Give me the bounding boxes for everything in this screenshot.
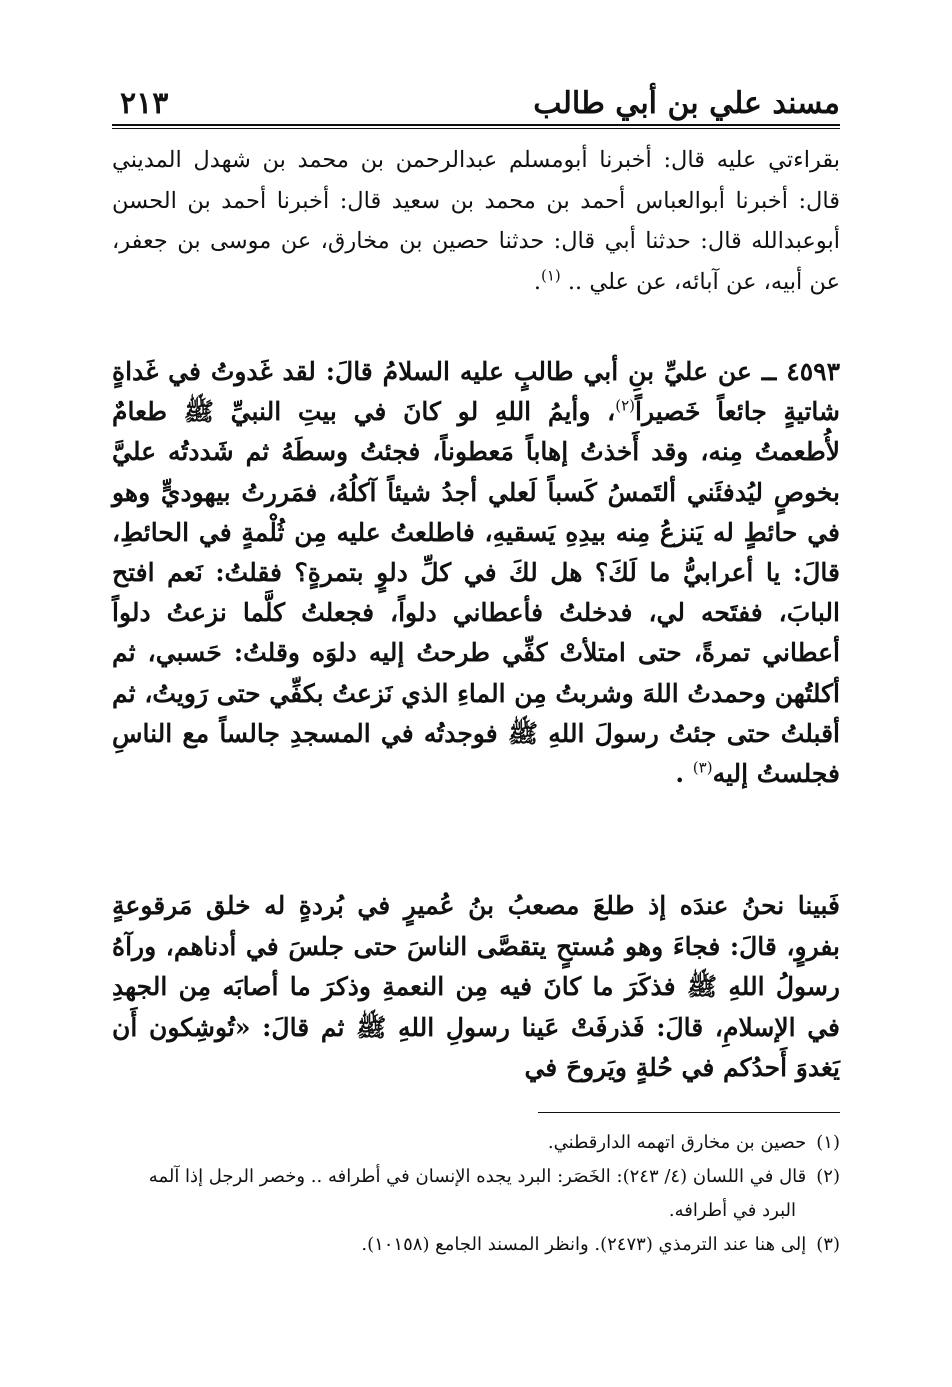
footnote-ref-3: (٣)	[692, 758, 713, 777]
footnote-ref-1: (١)	[540, 266, 561, 284]
header-title: مسند علي بن أبي طالب	[533, 86, 840, 121]
footnote-text: قال في اللسان (٤/ ٢٤٣): الخَصَر: البرد يجده الإنسان في أطرافه .. وخصر الرجل إذا آلمه	[148, 1166, 807, 1187]
footnote-ref-2: (٢)	[615, 396, 635, 415]
footnote-mark: (١)	[816, 1132, 840, 1153]
footnote-text: حصين بن مخارق اتهمه الدارقطني.	[547, 1132, 807, 1153]
intro-paragraph: بقراءتي عليه قال: أخبرنا أبومسلم عبدالرحمن بن محمد بن شهدل المديني قال: أخبرنا أبوالعباس أحمد بن محمد بن سعيد قال: أخبرنا أحمد بن الحسن أبوعبدالله قال: حدثنا أبي قال: حدثنا حصين بن مخارق، عن موسى بن جعفر، عن أبيه، عن آبائه، عن علي .. $^{(١)}$.	[112, 147, 840, 295]
footnote-mark: (٢)	[816, 1166, 840, 1187]
hadith-text-part2: ، وأيمُ اللهِ لو كانَ في بيتِ النبيِّ ﷺ طعامٌ لأُطعمتُ مِنه، وقد أَخذتُ إهاباً مَعطوناً، فجئتُ وسطَهُ ثم شَددتُه عليَّ بخوصٍ ليُدفئَني ألتَمسُ كَسباً لَعلي أجدُ شيئاً آكلُهُ، فمَررتُ بيهوديٍّ وهو في حائطٍ له يَنزعُ مِنه بيدِهِ يَسقيهِ، فاطلعتُ عليه مِن ثُلْمةٍ في الحائطِ، قالَ: يا أعرابيُّ ما لَكَ؟ هل لكَ في كلِّ دلوٍ بتمرةٍ؟ فقلتُ: نَعم افتح البابَ، ففتَحه لي، فدخلتُ فأعطاني دلواً، فجعلتُ كلَّما نزعتُ دلواً أعطاني تمرةً، حتى امتلأتْ كفِّي طرحتُ إليه دلوَه وقلتُ: حَسبي، ثم أكلتُهن وحمدتُ اللهَ وشربتُ مِن الماءِ الذي نَزعتُ بكفِّي حتى رَويتُ، ثم أقبلتُ حتى جئتُ رسولَ اللهِ ﷺ فوجدتُه في المسجدِ جالساً مع الناسِ فجلستُ إليه	[112, 397, 840, 789]
header-rule	[112, 124, 840, 126]
hadith-dash: ــ	[751, 357, 787, 386]
hadith-paragraph	[112, 352, 840, 794]
footnote-text: إلى هنا عند الترمذي (٢٤٧٣). وانظر المسند الجامع (١٠١٥٨).	[361, 1234, 807, 1255]
footnote-3	[112, 1228, 840, 1262]
header-rule-thin	[112, 128, 840, 129]
page-number: ٢١٣	[120, 86, 169, 121]
footnote-2-continuation: البرد في أطرافه.	[668, 1200, 796, 1221]
intro-text: بقراءتي عليه قال: أخبرنا أبومسلم عبدالرحمن بن محمد بن شهدل المديني قال: أخبرنا أبوالعباس أحمد بن محمد بن سعيد قال: أخبرنا أحمد بن الحسن أبوعبدالله قال: حدثنا أبي قال: حدثنا حصين بن مخارق، عن موسى بن جعفر، عن أبيه، عن آبائه، عن علي ..	[112, 147, 840, 295]
hadith-text-part1: عن عليِّ بنِ أبي طالبٍ عليه السلامُ قالَ: لقد غَدوتُ في غَداةٍ شاتيةٍ جائعاً خَصيراً	[112, 357, 840, 427]
hadith-text-end: .	[675, 759, 693, 789]
footnotes	[112, 1126, 840, 1262]
footnote-mark: (٣)	[816, 1234, 840, 1255]
footnote-separator	[538, 1112, 840, 1113]
footnote-1	[112, 1126, 840, 1160]
second-paragraph: فَبينا نحنُ عندَه إذ طلعَ مصعبُ بنُ عُميرٍ في بُردةٍ له خلق مَرقوعةٍ بفروٍ، قالَ: فجاءَ وهو مُستحٍ يتقصَّى الناسَ حتى جلسَ في أدناهم، ورآهُ رسولُ اللهِ ﷺ فذكَرَ ما كانَ فيه مِن النعمةِ وذكرَ ما أصابَه مِن الجهدِ في الإسلامِ، قالَ: فَذرفَتْ عَينا رسولِ اللهِ ﷺ ثم قالَ: «تُوشِكون أَن يَغدوَ أَحدُكم في حُلةٍ ويَروحَ في	[112, 891, 840, 1082]
hadith-number: ٤٥٩٣	[786, 357, 840, 386]
running-header	[112, 84, 840, 128]
footnote-2	[112, 1160, 840, 1194]
